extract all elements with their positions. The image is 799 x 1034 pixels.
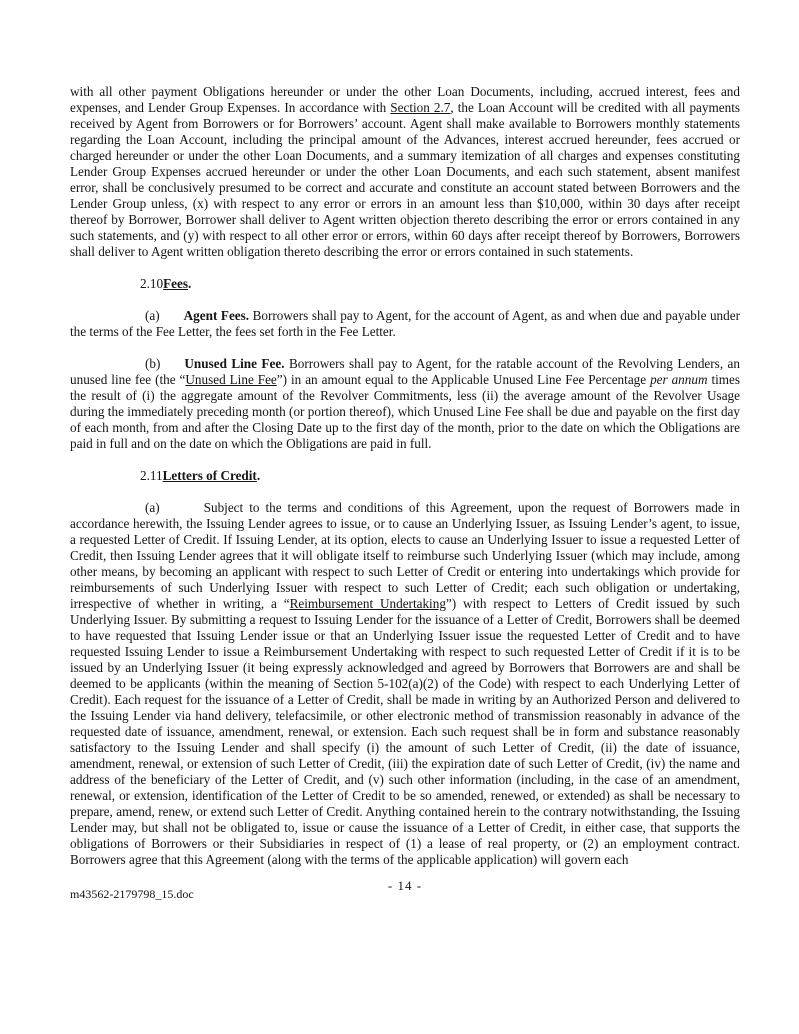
paragraph-2-11-a-letters-of-credit: [70, 500, 740, 868]
text-run: Subject to the terms and conditions of this Agreement, upon the request of Borrowers made in accordance herewith, the Issuing Lender agrees to issue, or to cause an Underlying Issuer, as Issuing Lender’s agent, to issue, a requested Letter of Credit. If Issuing Lender, at its option, elects to cause an Underlying Issuer to issue a requested Letter of Credit, then Issuing Lender agrees that it will obligate itself to reimburse such Underlying Issuer (which may include, among other means, by becoming an applicant with respect to such Letter of Credit or entering into undertakings which provide for reimbursements of such Underlying Issuer with respect to such Letter of Credit; each such obligation or undertaking, irrespective of whether in writing, a “: [70, 500, 740, 611]
document-content: [70, 84, 740, 868]
text-run: Reimbursement Undertaking: [289, 596, 446, 611]
text-run: .: [256, 468, 261, 483]
text-run: with all other payment Obligations hereunder or under the other Loan Documents, including, accrued interest, fees and expenses, and Lender Group Expenses. In accordance with: [70, 84, 740, 115]
page-footer: [70, 878, 740, 902]
text-run: 2.10: [140, 276, 164, 291]
text-run: 2.11: [140, 468, 163, 483]
text-run: Borrowers shall pay to Agent, for the ratable account of the Revolving Lenders, an unused line fee (the “: [70, 356, 741, 387]
text-run: (b): [145, 356, 161, 371]
text-run: (a): [145, 308, 160, 323]
text-run: , the Loan Account will be credited with all payments received by Agent from Borrowers or for Borrowers’ account. Agent shall make available to Borrowers monthly statements regarding the Loan Account, including the principal amount of the Advances, interest accrued hereunder, fees accrued or charged hereunder or under the other Loan Documents, and a summary itemization of all charges and expenses constituting Lender Group Expenses accrued hereunder or under the other Loan Documents, and each such statement, absent manifest error, shall be conclusively presumed to be correct and accurate and constitute an account stated between Borrowers and the Lender Group unless, (x) with respect to any error or errors in an amount less than $10,000, within 30 days after receipt thereof by Borrower, Borrower shall deliver to Agent written objection thereto describing the error or errors contained in any such statements, and (y) with respect to all other error or errors, within 60 days after receipt thereof by Borrowers, Borrowers shall deliver to Agent written obligation thereto describing the error or errors contained in such statements.: [70, 100, 740, 259]
text-run: .: [187, 276, 192, 291]
text-run: per annum: [650, 372, 708, 387]
text-run: Unused Line Fee: [185, 372, 277, 387]
text-run: Fees: [163, 276, 188, 291]
text-run: times the result of (i) the aggregate amount of the Revolver Commitments, less (ii) the average amount of the Revolver Usage during the immediately preceding month (or portion thereof), which Unused Line Fee shall be due and payable on the first day of each month, from and after the Closing Date up to the first day of the month, prior to the date on which the Obligations are paid in full and on the date on which the Obligations are paid in full.: [70, 372, 741, 451]
text-run: Unused Line Fee.: [184, 356, 285, 371]
text-run: Section 2.7: [390, 100, 451, 115]
text-run: Letters of Credit: [162, 468, 257, 483]
heading-section-2-11-letters-of-credit: [70, 468, 740, 484]
text-run: Borrowers shall pay to Agent, for the account of Agent, as and when due and payable under the terms of the Fee Letter, the fees set forth in the Fee Letter.: [70, 308, 740, 339]
text-run: ”) in an amount equal to the Applicable Unused Line Fee Percentage: [276, 372, 651, 387]
heading-section-2-10-fees: [70, 276, 740, 292]
paragraph-2-10-a-agent-fees: [70, 308, 740, 340]
paragraph-loan-account-continuation: [70, 84, 740, 260]
text-run: (a): [145, 500, 160, 515]
page-number: - 14 -: [387, 878, 423, 893]
text-run: ”) with respect to Letters of Credit issued by such Underlying Issuer. By submitting a request to Issuing Lender for the issuance of a Letter of Credit, Borrowers shall be deemed to have requested that Issuing Lender issue or that an Underlying Issuer issue the requested Letter of Credit and to have requested Issuing Lender to issue a Reimbursement Undertaking with respect to such requested Letter of Credit if it is to be issued by an Underlying Issuer (it being expressly acknowledged and agreed by Borrowers that Borrowers are and shall be deemed to be applicants (within the meaning of Section 5-102(a)(2) of the Code) with respect to each Underlying Letter of Credit). Each request for the issuance of a Letter of Credit, shall be made in writing by an Authorized Person and delivered to the Issuing Lender via hand delivery, telefacsimile, or other electronic method of transmission reasonably in advance of the requested date of issuance, amendment, renewal, or extension. Each such request shall be in form and substance reasonably satisfactory to the Issuing Lender and shall specify (i) the amount of such Letter of Credit, (ii) the date of issuance, amendment, renewal, or extension of such Letter of Credit, (iii) the expiration date of such Letter of Credit, (iv) the name and address of the beneficiary of the Letter of Credit, and (v) such other information (including, in the case of an amendment, renewal, or extension, identification of the Letter of Credit to be so amended, renewed, or extended) as shall be necessary to prepare, amend, renew, or extend such Letter of Credit. Anything contained herein to the contrary notwithstanding, the Issuing Lender may, but shall not be obligated to, issue or cause the issuance of a Letter of Credit, in either case, that supports the obligations of Borrowers or their Subsidiaries in respect of (1) a lease of real property, or (2) an employment contract. Borrowers agree that this Agreement (along with the terms of the applicable application) will govern each: [70, 596, 741, 867]
paragraph-2-10-b-unused-line-fee: [70, 356, 740, 452]
text-run: Agent Fees.: [183, 308, 250, 323]
document-filename: m43562-2179798_15.doc: [70, 887, 194, 901]
